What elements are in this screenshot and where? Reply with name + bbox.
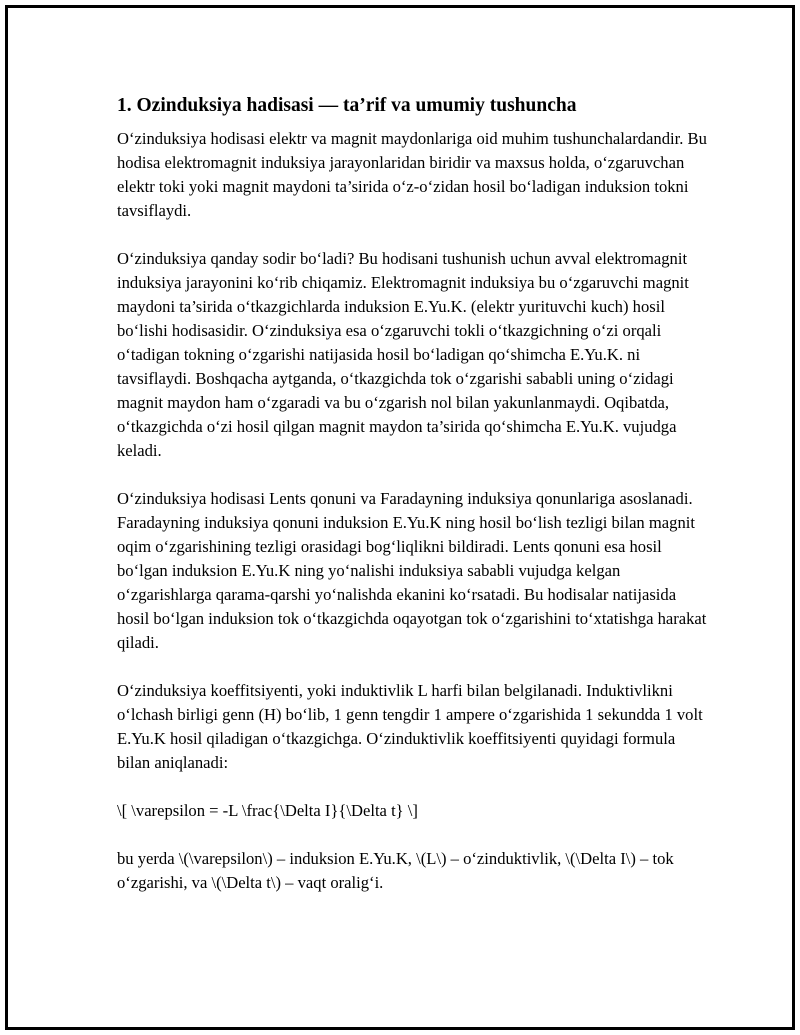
document-body <box>117 92 707 919</box>
paragraph-mechanism: O‘zinduksiya qanday sodir bo‘ladi? Bu hodisani tushunish uchun avval elektromagnit induksiya jarayonini ko‘rib chiqamiz. Elektromagnit induksiya bu o‘zgaruvchi magnit maydoni ta’sirida o‘tkazgichlarda induksion E.Yu.K. (elektr yurituvchi kuch) hosil bo‘lishi hodisasidir. O‘zinduksiya esa o‘zgaruvchi tokli o‘tkazgichning o‘zi orqali o‘tadigan tokning o‘zgarishi natijasida hosil bo‘ladigan qo‘shimcha E.Yu.K. ni tavsiflaydi. Boshqacha aytganda, o‘tkazgichda tok o‘zgarishi sababli uning o‘zidagi magnit maydon ham o‘zgaradi va bu o‘zgarish nol bilan yakunlanmaydi. Oqibatda, o‘tkazgichda o‘zi hosil qilgan magnit maydon ta’sirida qo‘shimcha E.Yu.K. vujudga keladi. <box>117 249 689 460</box>
formula-emf: \[ \varepsilon = -L \frac{\Delta I}{\Delta t} \] <box>117 801 418 820</box>
paragraph-inductance: O‘zinduksiya koeffitsiyenti, yoki induktivlik L harfi bilan belgilanadi. Induktivlikni o‘lchash birligi genn (H) bo‘lib, 1 genn tengdir 1 ampere o‘zgarishida 1 sekundda 1 volt E.Yu.K hosil qiladigan o‘tkazgichga. O‘zinduktivlik koeffitsiyenti quyidagi formula bilan aniqlanadi: <box>117 681 703 772</box>
paragraph-laws: O‘zinduksiya hodisasi Lents qonuni va Faradayning induksiya qonunlariga asoslanadi. Faradayning induksiya qonuni induksion E.Yu.K ning hosil bo‘lish tezligi bilan magnit oqim o‘zgarishining tezligi orasidagi bog‘liqlikni bildiradi. Lents qonuni esa hosil bo‘lgan induksion E.Yu.K ning yo‘nalishi induksiya sababli vujudga kelgan o‘zgarishlarga qarama-qarshi yo‘nalishda ekanini ko‘rsatadi. Bu hodisalar natijasida hosil bo‘lgan induksion tok o‘tkazgichda oqayotgan tok o‘zgarishini to‘xtatishga harakat qiladi. <box>117 489 707 652</box>
paragraph-intro: O‘zinduksiya hodisasi elektr va magnit maydonlariga oid muhim tushunchalardandir. Bu hodisa elektromagnit induksiya jarayonlaridan biridir va maxsus holda, o‘zgaruvchan elektr toki yoki magnit maydoni ta’sirida o‘z-o‘zidan hosil bo‘ladigan induksion tokni tavsiflaydi. <box>117 129 707 220</box>
paragraph-definitions: bu yerda \(\varepsilon\) – induksion E.Yu.K, \(L\) – o‘zinduktivlik, \(\Delta I\) – tok o‘zgarishi, va \(\Delta t\) – vaqt oralig‘i. <box>117 849 674 892</box>
section-heading: 1. Ozinduksiya hadisasi — ta’rif va umumiy tushuncha <box>117 95 577 116</box>
